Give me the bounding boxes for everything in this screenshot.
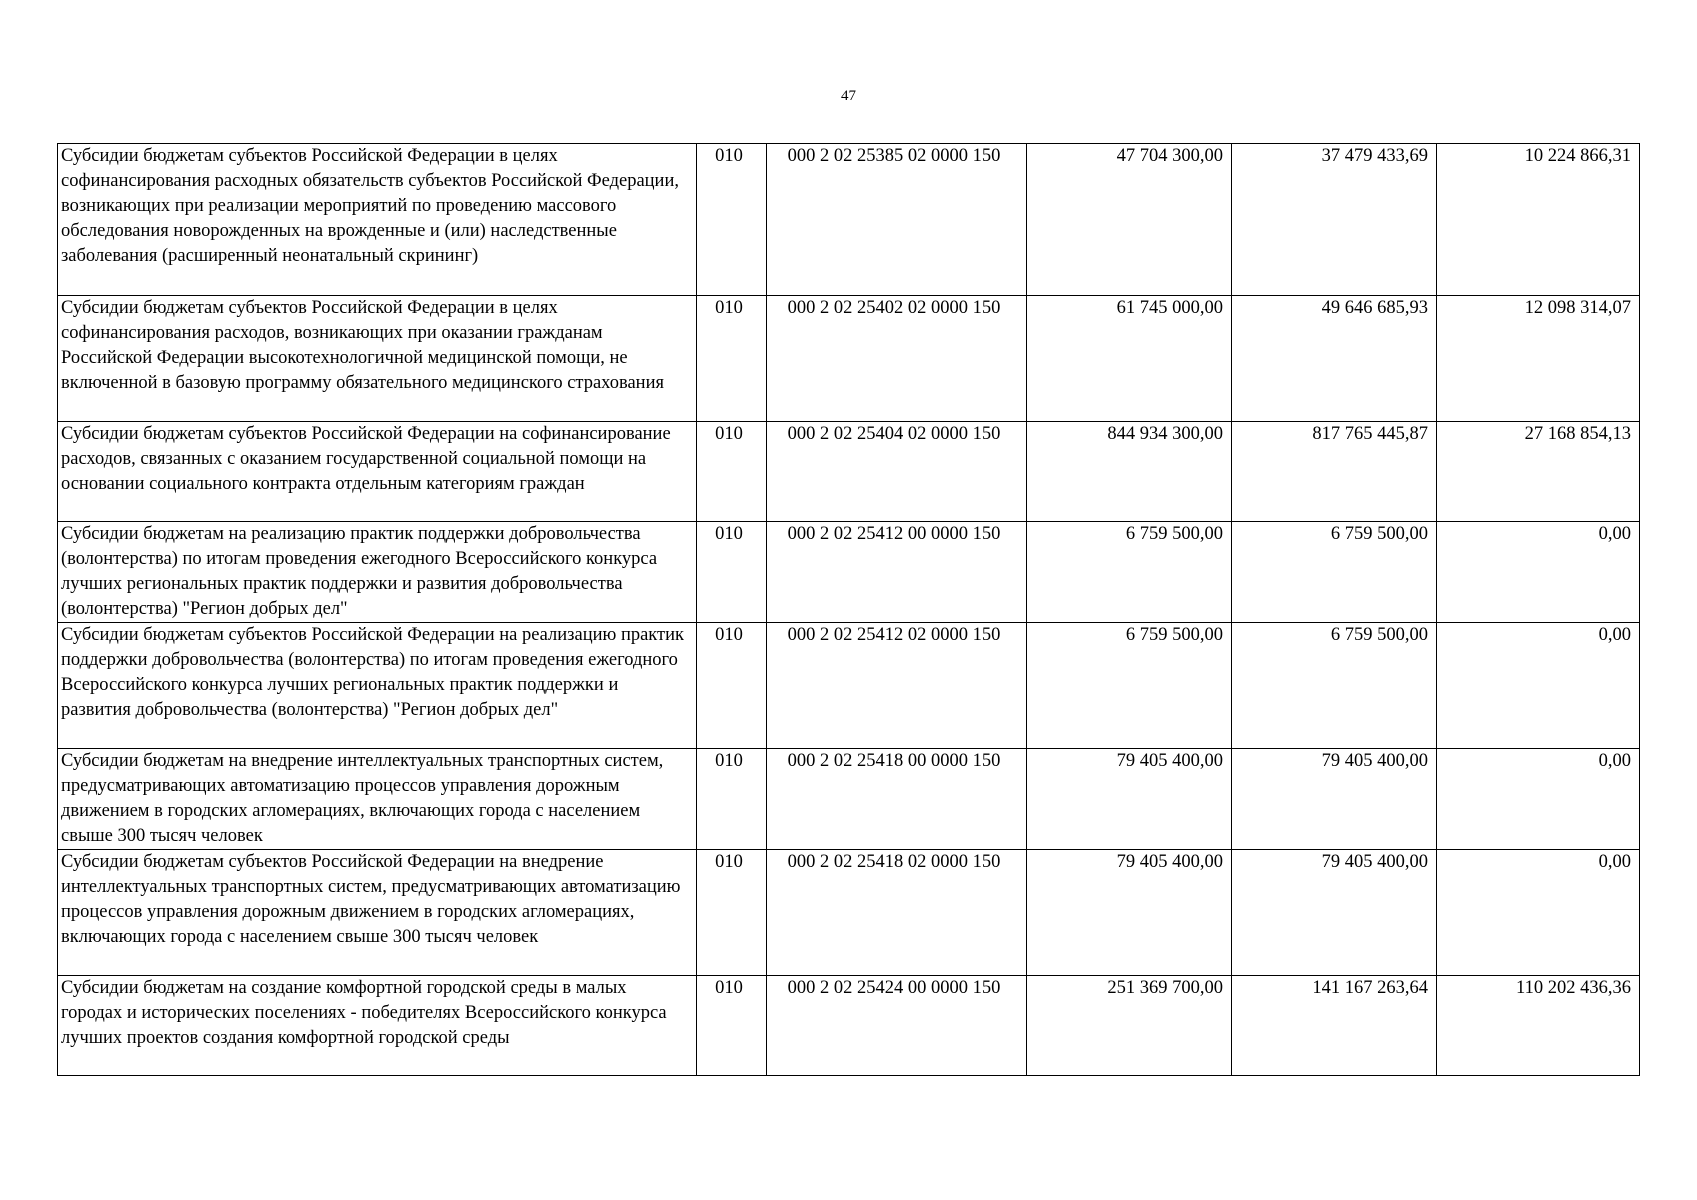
row-budget-code: 000 2 02 25402 02 0000 150 (767, 296, 1027, 422)
row-unexecuted: 10 224 866,31 (1437, 144, 1640, 296)
table-row (58, 296, 1640, 422)
row-admin-code: 010 (697, 522, 767, 623)
row-approved: 79 405 400,00 (1027, 850, 1232, 976)
row-budget-code: 000 2 02 25418 00 0000 150 (767, 749, 1027, 850)
row-executed: 79 405 400,00 (1232, 850, 1437, 976)
table-row (58, 850, 1640, 976)
table-row (58, 749, 1640, 850)
row-budget-code: 000 2 02 25412 00 0000 150 (767, 522, 1027, 623)
row-executed: 79 405 400,00 (1232, 749, 1437, 850)
table-row (58, 522, 1640, 623)
row-unexecuted: 12 098 314,07 (1437, 296, 1640, 422)
page-number: 47 (841, 88, 856, 104)
row-admin-code: 010 (697, 976, 767, 1076)
row-unexecuted: 110 202 436,36 (1437, 976, 1640, 1076)
row-admin-code: 010 (697, 850, 767, 976)
row-name: Субсидии бюджетам на внедрение интеллектуальных транспортных систем, предусматривающих автоматизацию процессов управления дорожным движением в городских агломерациях, включающих города с населением свыше 300 тысяч человек (58, 749, 697, 850)
row-unexecuted: 0,00 (1437, 749, 1640, 850)
row-name: Субсидии бюджетам на создание комфортной городской среды в малых городах и исторических поселениях - победителях Всероссийского конкурса лучших проектов создания комфортной городской среды (58, 976, 697, 1076)
row-admin-code: 010 (697, 422, 767, 522)
table-row (58, 422, 1640, 522)
row-budget-code: 000 2 02 25404 02 0000 150 (767, 422, 1027, 522)
row-name: Субсидии бюджетам субъектов Российской Федерации на реализацию практик поддержки добровольчества (волонтерства) по итогам проведения ежегодного Всероссийского конкурса лучших региональных практик поддержки и развития добровольчества (волонтерства) "Регион добрых дел" (58, 623, 697, 749)
row-admin-code: 010 (697, 623, 767, 749)
row-unexecuted: 0,00 (1437, 850, 1640, 976)
row-name: Субсидии бюджетам субъектов Российской Федерации на софинансирование расходов, связанных с оказанием государственной социальной помощи на основании социального контракта отдельным категориям граждан (58, 422, 697, 522)
row-executed: 141 167 263,64 (1232, 976, 1437, 1076)
row-name: Субсидии бюджетам субъектов Российской Федерации в целях софинансирования расходных обязательств субъектов Российской Федерации, возникающих при реализации мероприятий по проведению массового обследования новорожденных на врожденные и (или) наследственные заболевания (расширенный неонатальный скрининг) (58, 144, 697, 296)
row-unexecuted: 0,00 (1437, 522, 1640, 623)
row-budget-code: 000 2 02 25418 02 0000 150 (767, 850, 1027, 976)
table-row (58, 976, 1640, 1076)
row-admin-code: 010 (697, 296, 767, 422)
row-approved: 61 745 000,00 (1027, 296, 1232, 422)
row-name: Субсидии бюджетам субъектов Российской Федерации на внедрение интеллектуальных транспортных систем, предусматривающих автоматизацию процессов управления дорожным движением в городских агломерациях, включающих города с населением свыше 300 тысяч человек (58, 850, 697, 976)
row-budget-code: 000 2 02 25424 00 0000 150 (767, 976, 1027, 1076)
row-approved: 79 405 400,00 (1027, 749, 1232, 850)
row-name: Субсидии бюджетам субъектов Российской Федерации в целях софинансирования расходов, возникающих при оказании гражданам Российской Федерации высокотехнологичной медицинской помощи, не включенной в базовую программу обязательного медицинского страхования (58, 296, 697, 422)
row-executed: 37 479 433,69 (1232, 144, 1437, 296)
row-executed: 817 765 445,87 (1232, 422, 1437, 522)
budget-table (57, 143, 1640, 1076)
row-approved: 844 934 300,00 (1027, 422, 1232, 522)
row-approved: 6 759 500,00 (1027, 623, 1232, 749)
row-admin-code: 010 (697, 749, 767, 850)
row-unexecuted: 27 168 854,13 (1437, 422, 1640, 522)
row-budget-code: 000 2 02 25412 02 0000 150 (767, 623, 1027, 749)
table-row (58, 623, 1640, 749)
row-approved: 251 369 700,00 (1027, 976, 1232, 1076)
row-name: Субсидии бюджетам на реализацию практик поддержки добровольчества (волонтерства) по итогам проведения ежегодного Всероссийского конкурса лучших региональных практик поддержки и развития добровольчества (волонтерства) "Регион добрых дел" (58, 522, 697, 623)
row-executed: 6 759 500,00 (1232, 623, 1437, 749)
row-executed: 49 646 685,93 (1232, 296, 1437, 422)
row-approved: 47 704 300,00 (1027, 144, 1232, 296)
row-unexecuted: 0,00 (1437, 623, 1640, 749)
row-admin-code: 010 (697, 144, 767, 296)
row-executed: 6 759 500,00 (1232, 522, 1437, 623)
row-budget-code: 000 2 02 25385 02 0000 150 (767, 144, 1027, 296)
table-row (58, 144, 1640, 296)
row-approved: 6 759 500,00 (1027, 522, 1232, 623)
